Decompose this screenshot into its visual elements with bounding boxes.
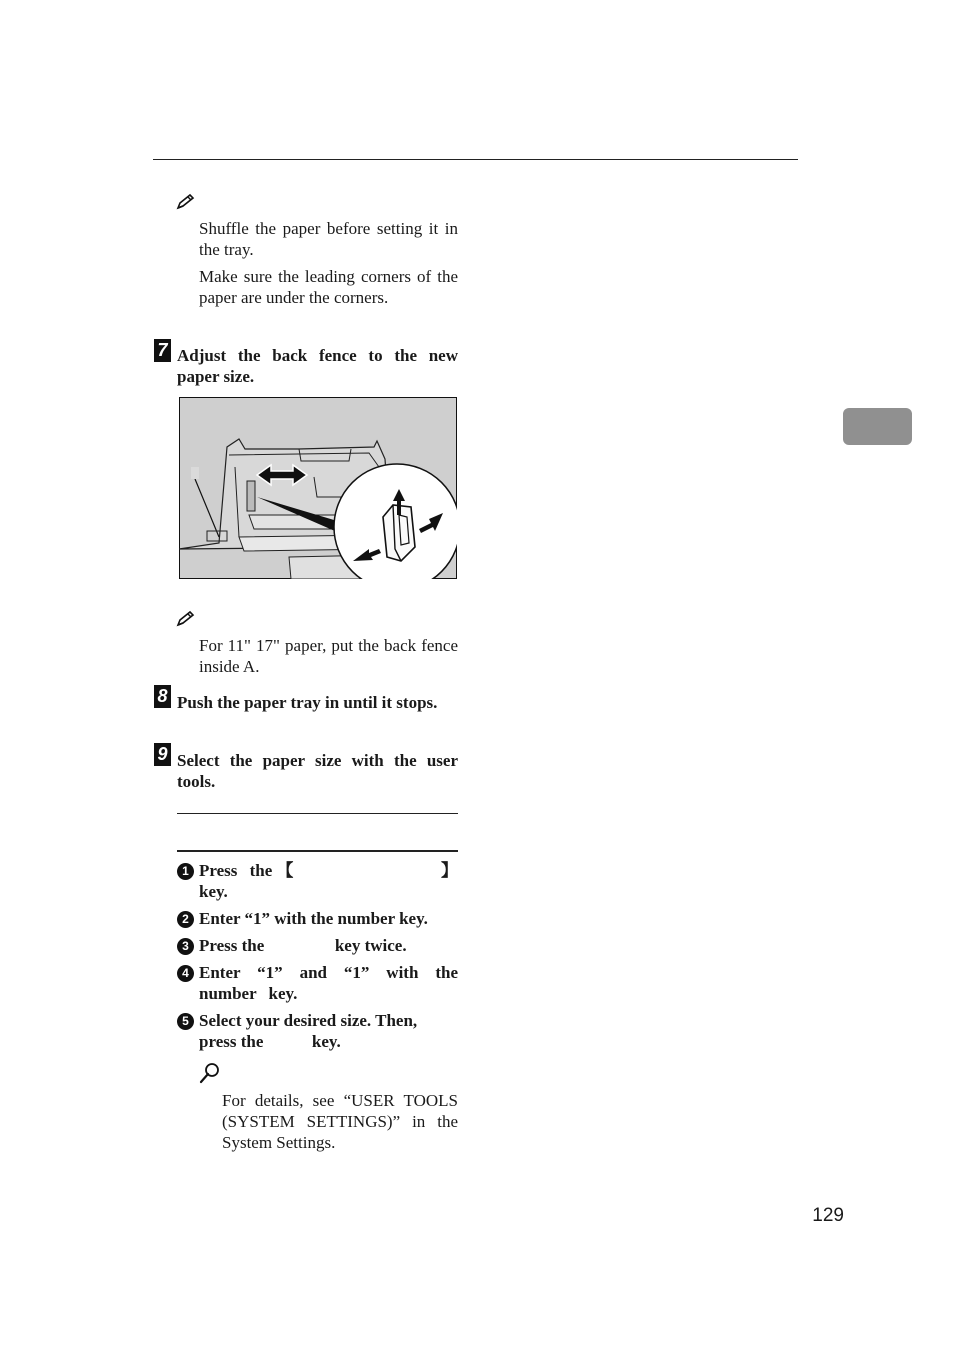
section-rule-thick	[177, 850, 458, 852]
substep-2-badge: 2	[177, 911, 194, 928]
substep-1-bracket-close: 】	[441, 861, 458, 880]
substep-1-badge: 1	[177, 863, 194, 880]
step-7-badge: 7	[154, 339, 171, 362]
substep-5-text: Select your desired size. Then, press the	[199, 1011, 418, 1051]
paper-tray-illustration	[179, 397, 457, 579]
note-figure: For 11" 17" paper, put the back fence inside A.	[199, 636, 458, 676]
step-9-text: Select the paper size with the user tools.	[177, 751, 458, 791]
step-8-text: Push the paper tray in until it stops.	[177, 693, 438, 712]
step-8-badge: 8	[154, 685, 171, 708]
substep-3	[199, 935, 458, 956]
substep-3-badge: 3	[177, 938, 194, 955]
reference-text: For details, see “USER TOOLS (SYSTEM SETTINGS)” in the System Settings.	[222, 1091, 458, 1152]
substep-3-text: Press the	[199, 936, 265, 955]
step-7-text: Adjust the back fence to the new paper size.	[177, 346, 458, 386]
substep-2-text: Enter “1” with the number key.	[199, 909, 428, 928]
pencil-note-icon	[176, 610, 196, 628]
page-number: 129	[812, 1205, 844, 1226]
substep-5-badge: 5	[177, 1013, 194, 1030]
substep-5	[199, 1010, 458, 1052]
substep-1	[199, 860, 458, 902]
pencil-note-icon	[176, 193, 196, 211]
substep-1-bracket-open: 【	[276, 861, 294, 880]
substep-5-text2: key.	[311, 1032, 341, 1051]
note-shuffle: Shuffle the paper before setting it in the tray.	[199, 219, 458, 259]
note-corners: Make sure the leading corners of the paper are under the corners.	[199, 267, 458, 307]
section-rule-thin	[177, 813, 458, 814]
step-9-badge: 9	[154, 743, 171, 766]
magnifier-reference-icon	[199, 1062, 221, 1084]
chapter-tab-marker	[843, 408, 912, 445]
substep-1-text: Press the	[199, 861, 273, 880]
substep-4-badge: 4	[177, 965, 194, 982]
substep-3-text2: key twice.	[334, 936, 407, 955]
header-rule	[153, 159, 798, 160]
substep-1-text2: key.	[199, 882, 228, 901]
note-top	[199, 218, 458, 314]
substep-4-text: Enter “1” and “1” with the number key.	[199, 963, 458, 1003]
